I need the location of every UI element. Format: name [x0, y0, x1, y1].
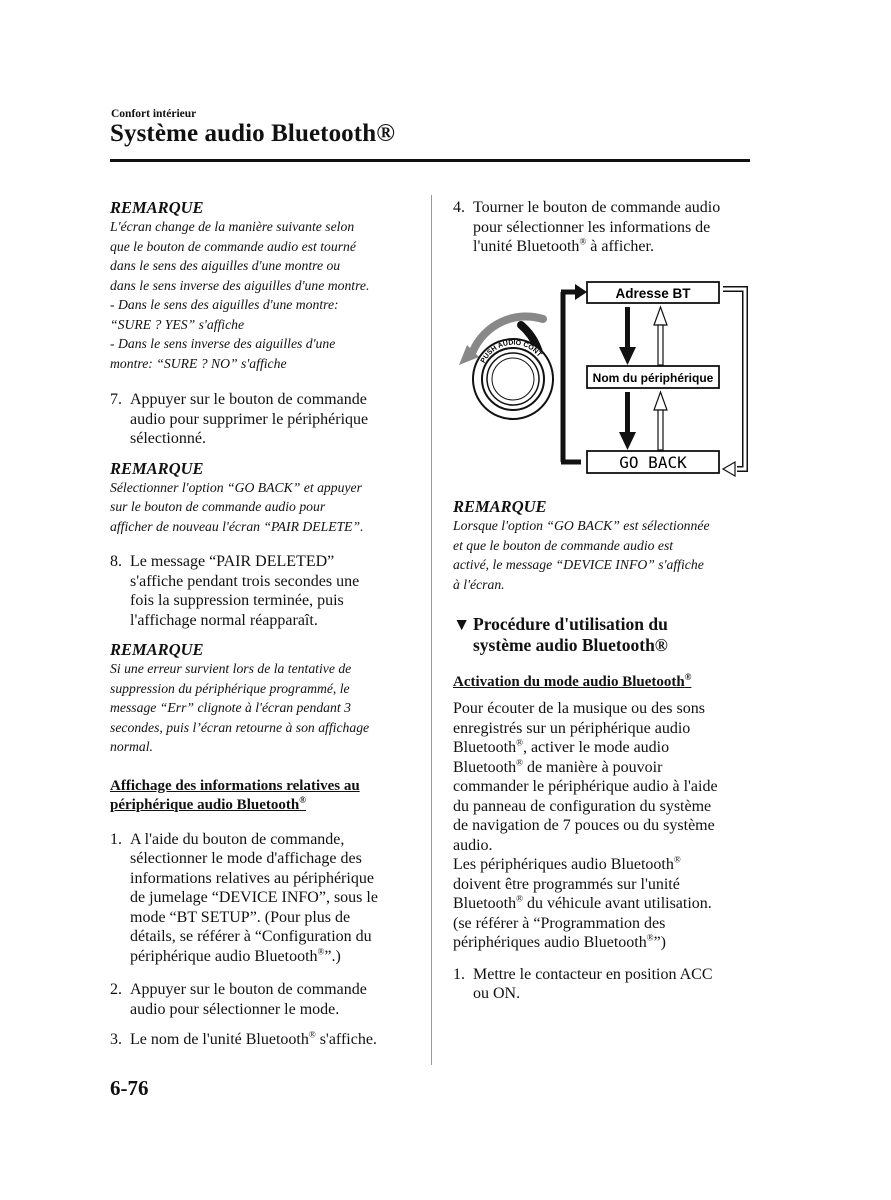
- down-arrow-icon: [619, 307, 636, 365]
- sequence-bracket: [561, 284, 587, 462]
- step-text: [130, 390, 405, 449]
- note-line: afficher de nouveau l'écran “PAIR DELETE”.: [110, 518, 364, 534]
- step-line: Mettre le contacteur en position ACC: [473, 965, 713, 983]
- step-line: Appuyer sur le bouton de commande: [130, 391, 367, 408]
- down-arrow-icon: [619, 392, 636, 450]
- audio-control-knob-icon: [459, 316, 553, 419]
- note-body: [110, 217, 405, 373]
- note-heading: REMARQUE: [110, 198, 204, 217]
- knob-label: PUSH AUDIO CONT: [479, 339, 543, 365]
- step-text: [130, 552, 405, 630]
- note-block-3: [110, 640, 405, 757]
- step-1: [110, 830, 405, 967]
- nom-peripherique-label: Nom du périphérique: [592, 371, 714, 385]
- paragraph-line: de manière à pouvoir: [522, 758, 663, 776]
- note-line: L'écran change de la manière suivante selon: [110, 219, 355, 234]
- step-line: ou ON.: [473, 985, 521, 1002]
- page-number: 6-76: [110, 1076, 149, 1100]
- registered-mark: ®: [516, 757, 523, 768]
- step-line: Appuyer sur le bouton de commande: [130, 981, 367, 998]
- step-line: s'affiche.: [315, 1031, 377, 1048]
- paragraph-line: Bluetooth: [453, 739, 517, 756]
- paragraph-line: Pour écouter de la musique ou des sons: [453, 700, 705, 717]
- subsection-heading-line: Affichage des informations relatives au: [110, 777, 360, 794]
- paragraph-line: audio.: [453, 836, 493, 854]
- step-number: 7.: [110, 391, 122, 408]
- registered-mark: ®: [646, 932, 654, 943]
- step-number: 8.: [110, 553, 122, 570]
- step-2: [110, 980, 405, 1019]
- step-text: [473, 965, 753, 1004]
- note-body: [110, 659, 405, 757]
- paragraph-line: de navigation de 7 pouces ou du système: [453, 817, 715, 834]
- step-line: pour sélectionner les informations de: [473, 218, 711, 236]
- note-body: [110, 478, 405, 537]
- note-line: que le bouton de commande audio est tourné: [110, 238, 356, 254]
- page-title: Système audio Bluetooth®: [110, 120, 395, 147]
- display-sequence-diagram: [453, 279, 753, 479]
- note-line: - Dans le sens des aiguilles d'une montre:: [110, 297, 339, 312]
- step-number: 3.: [110, 1031, 122, 1048]
- note-line: normal.: [110, 739, 153, 754]
- step-line: l'unité Bluetooth: [473, 238, 580, 255]
- step-text: [130, 980, 405, 1019]
- step-number: 1.: [453, 965, 465, 983]
- paragraph-line: , activer le mode audio: [522, 739, 670, 756]
- paragraph-line: enregistrés sur un périphérique audio: [453, 719, 691, 737]
- step-line: s'affiche pendant trois secondes une: [130, 572, 360, 590]
- step-number: 2.: [110, 981, 122, 998]
- note-line: message “Err” clignote à l'écran pendant 3: [110, 700, 351, 715]
- note-line: et que le bouton de commande audio est: [453, 537, 674, 553]
- note-line: Si une erreur survient lors de la tentative de: [110, 661, 352, 676]
- step-line: sélectionner le mode d'affichage des: [130, 850, 362, 867]
- paragraph-line: périphériques audio Bluetooth: [453, 934, 647, 951]
- paragraph-line: Les périphériques audio Bluetooth: [453, 856, 674, 873]
- step-number: 1.: [110, 830, 122, 848]
- go-back-label: GO BACK: [619, 453, 687, 472]
- step-line: de jumelage “DEVICE INFO”, sous le: [130, 889, 378, 906]
- step-line: A l'aide du bouton de commande,: [130, 830, 345, 848]
- step-line: informations relatives au périphérique: [130, 869, 374, 887]
- step-line: Le nom de l'unité Bluetooth: [130, 1031, 309, 1048]
- note-line: dans le sens inverse des aiguilles d'une montre.: [110, 277, 370, 293]
- adresse-bt-label: Adresse BT: [615, 286, 691, 301]
- registered-mark: ®: [308, 1029, 316, 1040]
- step-line: l'affichage normal réapparaît.: [130, 611, 318, 629]
- step-text: [130, 1030, 405, 1050]
- note-line: - Dans le sens inverse des aiguilles d'une: [110, 336, 336, 351]
- note-line: dans le sens des aiguilles d'une montre ou: [110, 258, 341, 273]
- note-line: montre: “SURE ? NO” s'affiche: [110, 355, 287, 371]
- step-number: 4.: [453, 199, 465, 216]
- registered-mark: ®: [516, 737, 523, 748]
- procedure-heading: [453, 614, 753, 656]
- up-arrow-icon: [654, 307, 667, 365]
- subsection-heading-line: périphérique audio Bluetooth: [110, 796, 300, 813]
- note-block-2: [110, 459, 405, 537]
- paragraph-line: du véhicule avant utilisation.: [522, 895, 712, 912]
- right-column-lower: [453, 497, 753, 1004]
- activation-paragraph: [453, 699, 753, 953]
- note-line: secondes, puis l’écran retourne à son affichage: [110, 719, 370, 735]
- step-line: Tourner le bouton de commande audio: [473, 199, 721, 216]
- step-line: audio pour sélectionner le mode.: [130, 1000, 340, 1018]
- paragraph-line: doivent être programmés sur l'unité: [453, 875, 680, 893]
- note-line: suppression du périphérique programmé, le: [110, 680, 350, 696]
- registered-mark: ®: [684, 672, 692, 682]
- step-line: Le message “PAIR DELETED”: [130, 553, 335, 570]
- paragraph-line: (se référer à “Programmation des: [453, 914, 666, 932]
- title-rule: [110, 159, 750, 162]
- right-column: [453, 198, 753, 257]
- column-divider: [431, 195, 432, 1065]
- step-4: [453, 198, 753, 257]
- step-8: [110, 552, 405, 630]
- note-line: sur le bouton de commande audio pour: [110, 499, 326, 514]
- note-line: “SURE ? YES” s'affiche: [110, 316, 245, 332]
- return-loop-arrow-icon: [723, 289, 745, 476]
- note-body: [453, 516, 753, 594]
- note-line: Lorsque l'option “GO BACK” est sélectionnée: [453, 518, 710, 533]
- procedure-heading-line: système audio Bluetooth®: [473, 635, 668, 655]
- step-line: à afficher.: [586, 238, 654, 255]
- note-block-1: [110, 198, 405, 373]
- step-text: [130, 830, 405, 967]
- subsection-heading: [110, 777, 405, 815]
- paragraph-line: Bluetooth: [453, 895, 517, 912]
- note-heading: REMARQUE: [453, 497, 547, 516]
- paragraph-line: Bluetooth: [453, 758, 517, 776]
- registered-mark: ®: [317, 946, 325, 957]
- registered-mark: ®: [579, 236, 587, 247]
- step-line: ”.): [324, 947, 341, 965]
- step-line: audio pour supprimer le périphérique: [130, 410, 369, 428]
- triangle-marker-icon: ▼: [453, 614, 471, 634]
- left-column: [110, 198, 405, 1050]
- note-heading: REMARQUE: [110, 640, 204, 659]
- paragraph-line: commander le périphérique audio à l'aide: [453, 778, 718, 795]
- activation-heading-text: Activation du mode audio Bluetooth: [453, 674, 685, 690]
- step-line: fois la suppression terminée, puis: [130, 592, 344, 609]
- procedure-heading-line: Procédure d'utilisation du: [473, 614, 668, 634]
- paragraph-line: ”): [653, 934, 667, 951]
- step-line: sélectionné.: [130, 430, 206, 447]
- registered-mark: ®: [299, 794, 306, 805]
- note-line: activé, le message “DEVICE INFO” s'affiche: [453, 557, 704, 572]
- note-line: à l'écran.: [453, 576, 505, 592]
- step-line: périphérique audio Bluetooth: [130, 947, 318, 965]
- up-arrow-icon: [654, 392, 667, 450]
- section-label: Confort intérieur: [111, 108, 197, 120]
- step-3: [110, 1030, 405, 1050]
- activation-heading: [453, 673, 753, 692]
- registered-mark: ®: [516, 893, 523, 904]
- step-text: [473, 198, 753, 257]
- note-heading: REMARQUE: [110, 458, 204, 478]
- step-line: mode “BT SETUP”. (Pour plus de: [130, 908, 351, 926]
- note-line: Sélectionner l'option “GO BACK” et appuyer: [110, 479, 362, 495]
- step-line: détails, se référer à “Configuration du: [130, 928, 372, 945]
- registered-mark: ®: [673, 854, 681, 865]
- procedure-step-1: [453, 965, 753, 1004]
- step-7: [110, 390, 405, 449]
- paragraph-line: du panneau de configuration du système: [453, 797, 712, 815]
